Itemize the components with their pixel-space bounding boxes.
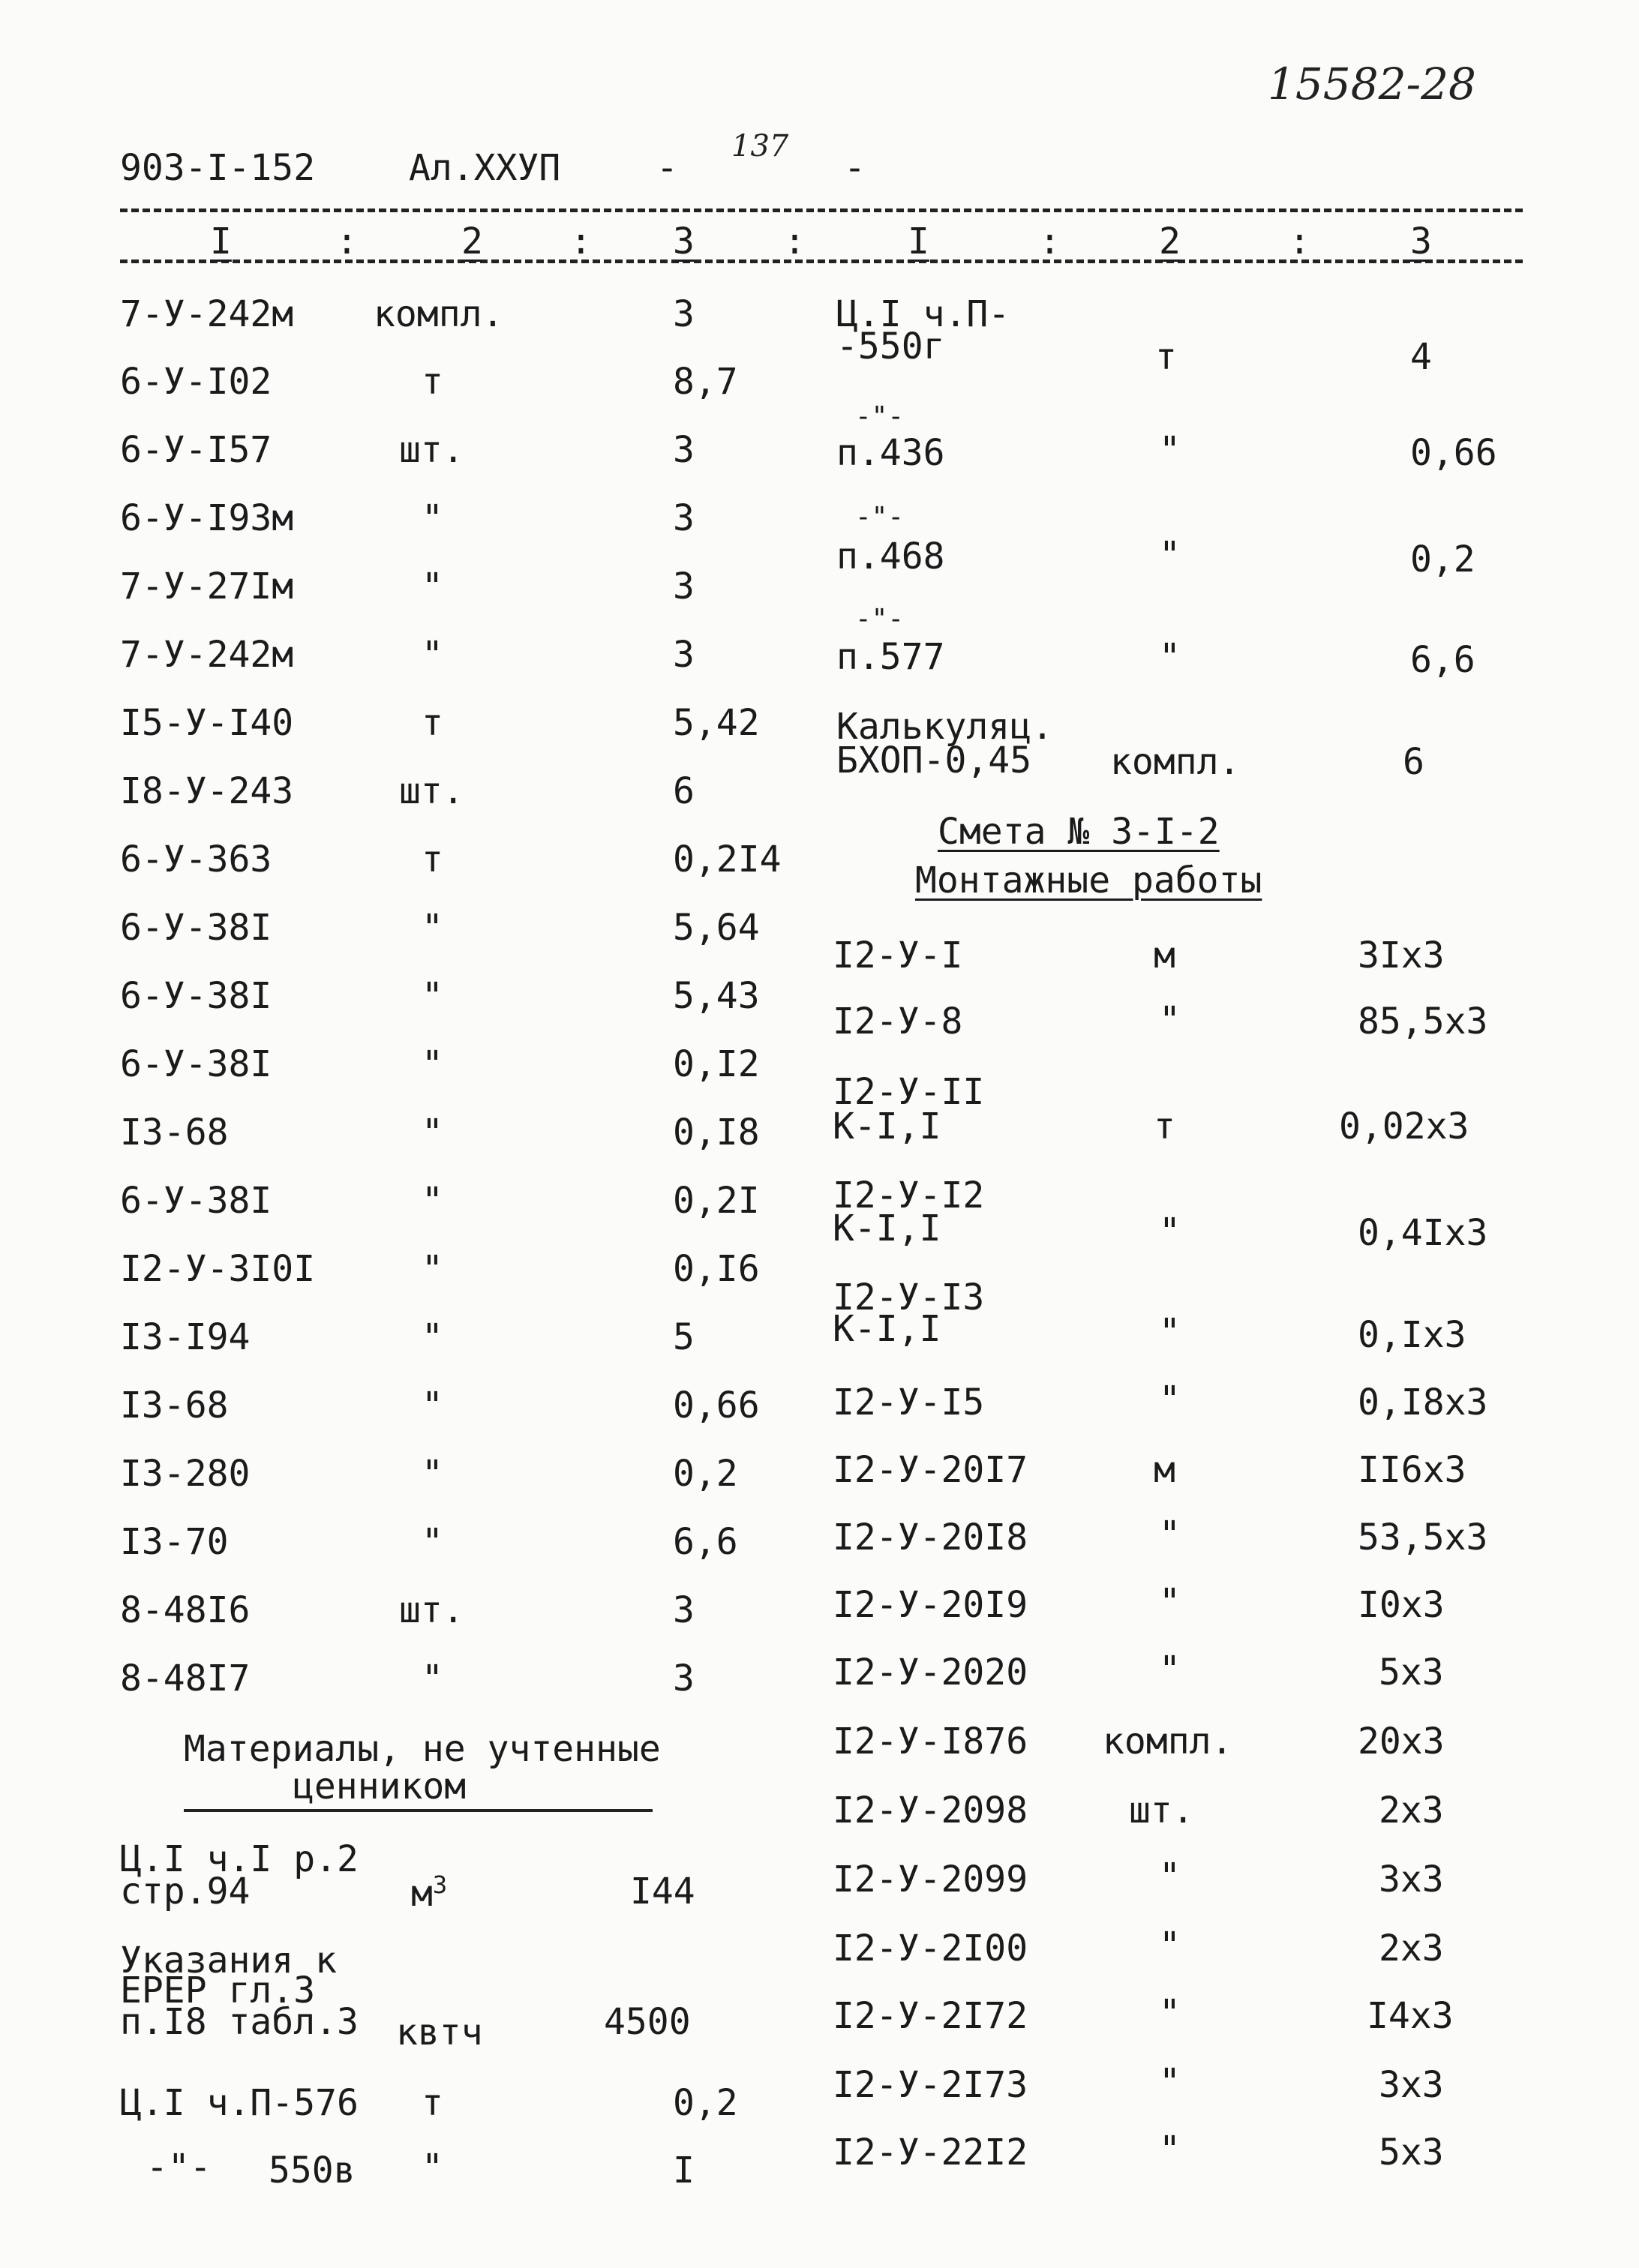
row-unit: " (1159, 999, 1181, 1041)
row-unit: " (422, 1180, 443, 1222)
materials-code: Ц.I ч.П-576 (120, 2082, 359, 2124)
row-code: I3-I94 (120, 1316, 251, 1358)
row-qty: 0,2I4 (673, 838, 782, 880)
unit-superscript: 3 (432, 1870, 448, 1899)
row-qty: 0,I8х3 (1358, 1382, 1488, 1424)
row-qty: 0,2I (673, 1180, 760, 1222)
row-unit: " (422, 634, 443, 676)
row-unit: " (1159, 1992, 1181, 2034)
materials-qty: I44 (630, 1870, 695, 1912)
row-unit: компл. (374, 293, 504, 335)
page-number: 15582-28 (1268, 58, 1476, 110)
row-unit: м (1154, 1449, 1175, 1491)
row-qty: 3х3 (1379, 2064, 1444, 2106)
row-qty: 0,Iх3 (1358, 1314, 1466, 1356)
row-qty: 3Iх3 (1358, 934, 1445, 976)
row-qty: 0,4Iх3 (1358, 1212, 1488, 1254)
row-qty: 3 (673, 634, 695, 676)
price-code: Ц.I ч.П- (836, 293, 1010, 335)
row-qty: 0,I8 (673, 1112, 760, 1154)
header-rule-bottom (120, 260, 1523, 263)
row-code: I2-У-2I72 (833, 1995, 1028, 2037)
row-code: 7-У-242м (120, 293, 294, 335)
row-code: I2-У-22I2 (833, 2132, 1028, 2174)
row-qty: 3 (673, 429, 695, 471)
materials-qty: 4500 (604, 2001, 691, 2043)
materials-heading-2: ценником (293, 1766, 467, 1808)
materials-code: Ц.I ч.I р.2 (120, 1838, 359, 1880)
row-qty: 6,6 (673, 1521, 738, 1563)
price-qty: 4 (1410, 336, 1432, 378)
row-unit: " (1159, 1378, 1181, 1420)
price-code: БХОП-0,45 (836, 740, 1032, 782)
row-unit: шт. (1129, 1790, 1194, 1832)
row-code: К-I,I (833, 1106, 941, 1148)
row-qty: 2х3 (1379, 1928, 1444, 1970)
row-code: I2-У-2I73 (833, 2064, 1028, 2106)
materials-unit: " (422, 2146, 443, 2188)
row-unit: т (422, 361, 443, 403)
row-unit: т (1154, 1106, 1175, 1148)
row-unit: " (422, 497, 443, 539)
row-code: I2-У-I2 (833, 1174, 985, 1216)
materials-code: ЕРЕР гл.3 (120, 1970, 316, 2012)
row-unit: " (1159, 1514, 1181, 1556)
row-code: I3-70 (120, 1521, 229, 1563)
row-code: I2-У-20I8 (833, 1516, 1028, 1558)
materials-heading: Материалы, не учтенные (184, 1728, 661, 1770)
price-qty: 6 (1403, 741, 1424, 783)
row-code: 6-У-I02 (120, 361, 272, 403)
row-qty: I4х3 (1367, 1995, 1454, 2037)
column-separator: : (1289, 220, 1310, 262)
row-code: I2-У-I5 (833, 1382, 985, 1424)
materials-unit: т (422, 2082, 443, 2124)
price-qty: 0,2 (1410, 538, 1475, 580)
row-qty: II6х3 (1358, 1449, 1466, 1491)
row-unit: " (422, 1384, 443, 1426)
materials-code: 550в (269, 2150, 356, 2192)
row-unit: " (1159, 1648, 1181, 1690)
row-code: 8-48I6 (120, 1589, 251, 1631)
row-code: 7-У-27Iм (120, 566, 294, 608)
row-unit: т (422, 702, 443, 744)
row-qty: 3х3 (1379, 1858, 1444, 1900)
album-number: Ал.ХХУП (409, 147, 561, 189)
estimate-subheading: Монтажные работы (915, 860, 1262, 902)
column-header-1: I (908, 220, 929, 262)
row-code: 8-48I7 (120, 1658, 251, 1700)
row-code: 6-У-I57 (120, 429, 272, 471)
row-unit: " (422, 975, 443, 1017)
row-unit: " (422, 1043, 443, 1085)
price-code: -550г (836, 326, 945, 368)
row-code: 7-У-242м (120, 634, 294, 676)
price-unit: " (1159, 534, 1181, 576)
column-header-1: I (210, 220, 232, 262)
row-unit: " (422, 1658, 443, 1700)
row-code: 6-У-38I (120, 1043, 272, 1085)
row-qty: 3 (673, 1658, 695, 1700)
row-unit: " (1159, 1581, 1181, 1623)
price-qty: 0,66 (1410, 432, 1497, 474)
price-unit: т (1155, 336, 1177, 378)
row-code: I2-У-20I7 (833, 1449, 1028, 1491)
price-unit: компл. (1110, 741, 1241, 783)
row-qty: 0,I6 (673, 1248, 760, 1290)
row-unit: " (422, 907, 443, 949)
row-qty: 3 (673, 497, 695, 539)
materials-qty: 0,2 (673, 2082, 738, 2124)
price-code: п.468 (836, 536, 945, 578)
row-unit: " (1159, 1311, 1181, 1353)
estimate-heading: Смета № 3-I-2 (938, 811, 1220, 853)
row-qty: 5х3 (1379, 1652, 1444, 1694)
row-code: I2-У-8 (833, 1000, 963, 1042)
materials-unit (411, 1870, 448, 1915)
row-code: I3-280 (120, 1453, 251, 1495)
row-qty: 5х3 (1379, 2132, 1444, 2174)
price-unit: " (1159, 429, 1181, 471)
row-unit: м (1154, 934, 1175, 976)
row-code: I5-У-I40 (120, 702, 294, 744)
row-unit: шт. (399, 1589, 464, 1631)
row-code: I2-У-I (833, 934, 963, 976)
materials-code: п.I8 табл.3 (120, 2001, 359, 2043)
row-code: I8-У-243 (120, 770, 294, 812)
materials-code: -"- (146, 2146, 212, 2188)
column-header-3: 3 (1410, 220, 1432, 262)
column-header-2: 2 (461, 220, 483, 262)
row-code: I2-У-2I00 (833, 1928, 1028, 1970)
column-separator: : (570, 220, 592, 262)
row-qty: 20х3 (1358, 1720, 1445, 1762)
row-code: I2-У-II (833, 1071, 985, 1113)
row-code: 6-У-I93м (120, 497, 294, 539)
row-unit: " (422, 566, 443, 608)
row-unit: т (422, 838, 443, 880)
column-header-3: 3 (673, 220, 695, 262)
row-qty: 5 (673, 1316, 695, 1358)
price-unit: " (1159, 636, 1181, 678)
row-code: I2-У-2098 (833, 1790, 1028, 1832)
header-dash: - (844, 147, 866, 189)
price-qty: 6,6 (1410, 639, 1475, 681)
column-header-2: 2 (1159, 220, 1181, 262)
row-code: 6-У-38I (120, 1180, 272, 1222)
row-code: I2-У-I3 (833, 1276, 985, 1318)
row-code: I2-У-2020 (833, 1652, 1028, 1694)
row-code: К-I,I (833, 1208, 941, 1250)
column-separator: : (1039, 220, 1061, 262)
materials-unit: квтч (396, 2012, 483, 2054)
row-qty: 5,42 (673, 702, 760, 744)
header-rule-top (120, 208, 1523, 212)
row-unit: " (1159, 1210, 1181, 1252)
header-dash: - (656, 147, 678, 189)
row-qty: 53,5х3 (1358, 1516, 1488, 1558)
row-code: I2-У-3I0I (120, 1248, 316, 1290)
unit-label: м (411, 1873, 433, 1915)
row-unit: " (422, 1453, 443, 1495)
row-code: I2-У-20I9 (833, 1584, 1028, 1626)
row-qty: 8,7 (673, 361, 738, 403)
row-qty: 3 (673, 1589, 695, 1631)
row-unit: " (1159, 1856, 1181, 1898)
row-unit: " (1159, 2128, 1181, 2170)
row-unit: " (422, 1248, 443, 1290)
sheet-number: 137 (731, 129, 789, 164)
row-qty: 5,43 (673, 975, 760, 1017)
row-unit: " (422, 1112, 443, 1154)
row-qty: 0,02х3 (1339, 1106, 1469, 1148)
row-code: 6-У-38I (120, 907, 272, 949)
row-code: К-I,I (833, 1308, 941, 1350)
row-qty: 0,2 (673, 1453, 738, 1495)
row-unit: " (422, 1521, 443, 1563)
row-code: 6-У-38I (120, 975, 272, 1017)
materials-code: Указания к (120, 1940, 337, 1982)
row-qty: 5,64 (673, 907, 760, 949)
row-qty: 3 (673, 566, 695, 608)
row-qty: 0,I2 (673, 1043, 760, 1085)
price-code: п.436 (836, 432, 945, 474)
document-code: 903-I-152 (120, 147, 316, 189)
materials-qty: I (673, 2150, 695, 2192)
price-code: -"- (855, 502, 905, 532)
row-unit: " (1159, 1924, 1181, 1966)
materials-code: стр.94 (120, 1870, 251, 1912)
row-code: I2-У-2099 (833, 1858, 1028, 1900)
row-unit: шт. (399, 770, 464, 812)
row-code: I3-68 (120, 1112, 229, 1154)
price-code: п.577 (836, 636, 945, 678)
row-unit: компл. (1103, 1720, 1233, 1762)
row-qty: 3 (673, 293, 695, 335)
row-qty: 85,5х3 (1358, 1000, 1488, 1042)
row-qty: 2х3 (1379, 1790, 1444, 1832)
row-qty: 6 (673, 770, 695, 812)
price-code: Калькуляц. (836, 706, 1053, 748)
row-code: I3-68 (120, 1384, 229, 1426)
row-qty: I0х3 (1358, 1584, 1445, 1626)
row-code: I2-У-I876 (833, 1720, 1028, 1762)
column-separator: : (784, 220, 806, 262)
row-unit: " (1159, 2061, 1181, 2103)
price-code: -"- (855, 401, 905, 432)
row-unit: шт. (399, 429, 464, 471)
heading-underline (184, 1809, 653, 1812)
row-unit: " (422, 1316, 443, 1358)
column-separator: : (336, 220, 358, 262)
price-code: -"- (855, 604, 905, 634)
row-code: 6-У-363 (120, 838, 272, 880)
row-qty: 0,66 (673, 1384, 760, 1426)
